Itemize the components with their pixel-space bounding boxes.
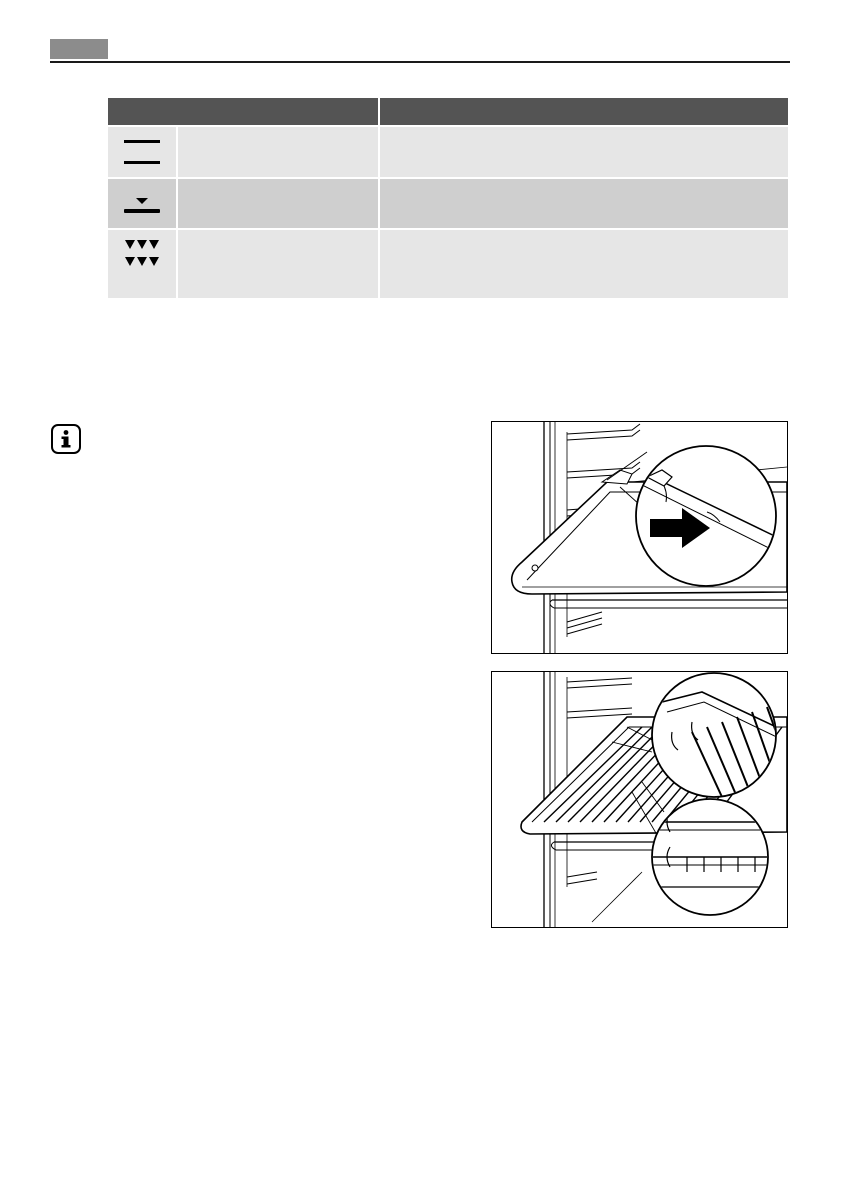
function-name-cell: [178, 179, 378, 228]
page-section-tab: [50, 39, 108, 59]
six-triangles-icon: [108, 230, 176, 298]
table-header-description: [380, 98, 788, 125]
function-table: [108, 98, 788, 298]
table-header-function: [108, 98, 378, 125]
table-row: [108, 127, 788, 177]
table-header: [108, 98, 788, 125]
line-with-triangle-icon: [108, 179, 176, 228]
table-row: [108, 230, 788, 298]
function-name-cell: [178, 230, 378, 298]
wire-shelf-insertion-illustration: [491, 671, 788, 928]
function-description-cell: [380, 230, 788, 298]
two-lines-icon: [108, 127, 176, 177]
header-rule: [50, 61, 790, 63]
function-name-cell: [178, 127, 378, 177]
info-icon: [50, 423, 82, 455]
tray-insertion-illustration: [491, 421, 788, 654]
function-description-cell: [380, 127, 788, 177]
table-row: [108, 179, 788, 228]
function-description-cell: [380, 179, 788, 228]
